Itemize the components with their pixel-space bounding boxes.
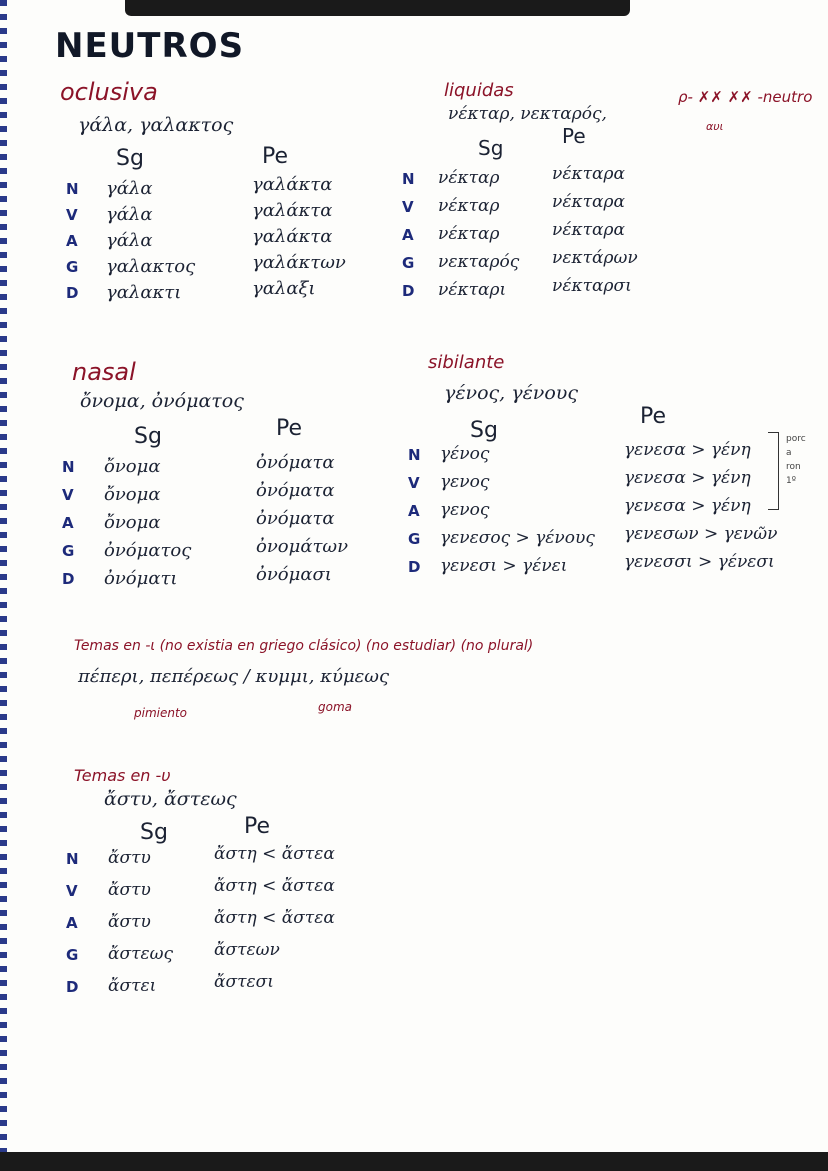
pl-form: γενεσα > γένη bbox=[624, 440, 751, 460]
sg-header: Sg bbox=[140, 820, 168, 845]
pl-form: γαλάκτα bbox=[252, 200, 333, 221]
lemma-nasal: ὄνομα, ὀνόματος bbox=[80, 390, 244, 412]
pl-form: νέκταρα bbox=[552, 220, 625, 240]
pl-form: γαλάκτα bbox=[252, 226, 333, 247]
sg-form: νέκταρ bbox=[438, 168, 500, 188]
pl-form: γενεσα > γένη bbox=[624, 468, 751, 488]
case-label-V: V bbox=[66, 206, 78, 224]
sg-form: ὀνόματος bbox=[104, 540, 192, 561]
pl-form: ὀνόμασι bbox=[256, 564, 332, 585]
case-label-N: N bbox=[66, 180, 79, 198]
pl-form: ἄστεων bbox=[214, 940, 280, 960]
sg-form: γαλακτι bbox=[106, 282, 182, 303]
pl-header: Pe bbox=[562, 124, 586, 148]
sg-form: γενος bbox=[440, 500, 490, 520]
pl-form: γενεσα > γένη bbox=[624, 496, 751, 516]
case-label-D: D bbox=[402, 282, 415, 300]
case-label-N: N bbox=[408, 446, 421, 464]
case-label-G: G bbox=[402, 254, 415, 272]
pl-form: ὀνομάτων bbox=[256, 536, 349, 557]
pl-form: ἄστη < ἄστεα bbox=[214, 908, 335, 928]
pl-form: ἄστη < ἄστεα bbox=[214, 844, 335, 864]
pl-form: νέκταρα bbox=[552, 192, 625, 212]
sg-form: γένος bbox=[440, 444, 490, 464]
pl-form: ὀνόματα bbox=[256, 452, 335, 473]
bracket-mark bbox=[768, 432, 779, 510]
section-label-occlusive: oclusiva bbox=[60, 78, 158, 106]
pl-form: ἄστεσι bbox=[214, 972, 274, 992]
sg-form: ὄνομα bbox=[104, 456, 161, 477]
side-note-text: a bbox=[786, 448, 792, 458]
sg-form: γενος bbox=[440, 472, 490, 492]
sg-form: γενεσος > γένους bbox=[440, 528, 595, 548]
side-note-text: porc bbox=[786, 434, 806, 444]
case-label-V: V bbox=[66, 882, 78, 900]
pl-form: ἄστη < ἄστεα bbox=[214, 876, 335, 896]
pl-form: νέκταρσι bbox=[552, 276, 632, 296]
gloss-goma: goma bbox=[318, 700, 353, 714]
sg-form: γάλα bbox=[106, 204, 153, 225]
pl-header: Pe bbox=[262, 144, 289, 169]
pl-form: γαλάκτων bbox=[252, 252, 346, 273]
case-label-A: A bbox=[66, 914, 78, 932]
case-label-A: A bbox=[66, 232, 78, 250]
sg-form: ὄνομα bbox=[104, 512, 161, 533]
sg-form: ἄστυ bbox=[108, 880, 151, 900]
pl-form: γαλάκτα bbox=[252, 174, 333, 195]
sg-form: ἄστει bbox=[108, 976, 157, 996]
case-label-V: V bbox=[62, 486, 74, 504]
pl-form: νέκταρα bbox=[552, 164, 625, 184]
case-label-D: D bbox=[408, 558, 421, 576]
lemma-occlusive: γάλα, γαλακτος bbox=[78, 114, 234, 136]
sg-header: Sg bbox=[116, 146, 144, 171]
liquid-note: ρ- ✗✗ ✗✗ -neutro bbox=[678, 88, 813, 106]
sg-header: Sg bbox=[134, 424, 162, 449]
gloss-pimiento: pimiento bbox=[134, 706, 188, 720]
section-label-sibilant: sibilante bbox=[428, 352, 505, 373]
lemma-liquid: νέκταρ, νεκταρός, bbox=[448, 104, 607, 124]
pl-header: Pe bbox=[244, 814, 271, 839]
case-label-D: D bbox=[66, 284, 79, 302]
case-label-A: A bbox=[62, 514, 74, 532]
lemma-upsilon: ἄστυ, ἄστεως bbox=[104, 788, 237, 810]
pl-form: νεκτάρων bbox=[552, 248, 638, 268]
case-label-G: G bbox=[408, 530, 421, 548]
pl-form: γενεσων > γενῶν bbox=[624, 524, 778, 544]
sg-form: γάλα bbox=[106, 230, 153, 251]
sg-form: ὄνομα bbox=[104, 484, 161, 505]
page-title: NEUTROS bbox=[55, 26, 245, 66]
pl-form: ὀνόματα bbox=[256, 480, 335, 501]
sg-form: νέκταρι bbox=[438, 280, 507, 300]
case-label-G: G bbox=[66, 258, 79, 276]
sg-form: γενεσι > γένει bbox=[440, 556, 568, 576]
sg-form: ὀνόματι bbox=[104, 568, 178, 589]
sg-form: ἄστυ bbox=[108, 912, 151, 932]
pl-form: γαλαξι bbox=[252, 278, 316, 299]
sg-form: ἄστυ bbox=[108, 848, 151, 868]
section-label-liquid: liquidas bbox=[444, 80, 514, 101]
side-note-text: 1º bbox=[786, 476, 796, 486]
sg-form: νεκταρός bbox=[438, 252, 520, 272]
iota-words: πέπερι, πεπέρεως / κυμμι, κύμεως bbox=[78, 666, 390, 687]
pl-header: Pe bbox=[276, 416, 303, 441]
sg-form: ἄστεως bbox=[108, 944, 173, 964]
sg-form: γάλα bbox=[106, 178, 153, 199]
bottom-dark-bar bbox=[0, 1152, 828, 1171]
sg-form: νέκταρ bbox=[438, 224, 500, 244]
pl-form: ὀνόματα bbox=[256, 508, 335, 529]
case-label-D: D bbox=[62, 570, 75, 588]
iota-heading: Temas en -ι (no existia en griego clásico) (no estudiar) (no plural) bbox=[74, 638, 534, 654]
case-label-N: N bbox=[66, 850, 79, 868]
sg-form: νέκταρ bbox=[438, 196, 500, 216]
case-label-A: A bbox=[408, 502, 420, 520]
sg-form: γαλακτος bbox=[106, 256, 196, 277]
sg-header: Sg bbox=[470, 418, 498, 443]
lemma-sibilant: γένος, γένους bbox=[444, 382, 578, 404]
case-label-N: N bbox=[62, 458, 75, 476]
case-label-D: D bbox=[66, 978, 79, 996]
case-label-V: V bbox=[402, 198, 414, 216]
case-label-N: N bbox=[402, 170, 415, 188]
sg-header: Sg bbox=[478, 136, 504, 160]
case-label-G: G bbox=[62, 542, 75, 560]
case-label-A: A bbox=[402, 226, 414, 244]
section-label-nasal: nasal bbox=[72, 358, 136, 386]
case-label-G: G bbox=[66, 946, 79, 964]
upsilon-heading: Temas en -υ bbox=[74, 766, 171, 785]
notebook-binding bbox=[0, 0, 7, 1171]
side-note-text: ron bbox=[786, 462, 801, 472]
case-label-V: V bbox=[408, 474, 420, 492]
pl-form: γενεσσι > γένεσι bbox=[624, 552, 775, 572]
top-dark-bar bbox=[125, 0, 630, 16]
pl-header: Pe bbox=[640, 404, 667, 429]
liquid-note-sub: αυι bbox=[706, 120, 724, 133]
